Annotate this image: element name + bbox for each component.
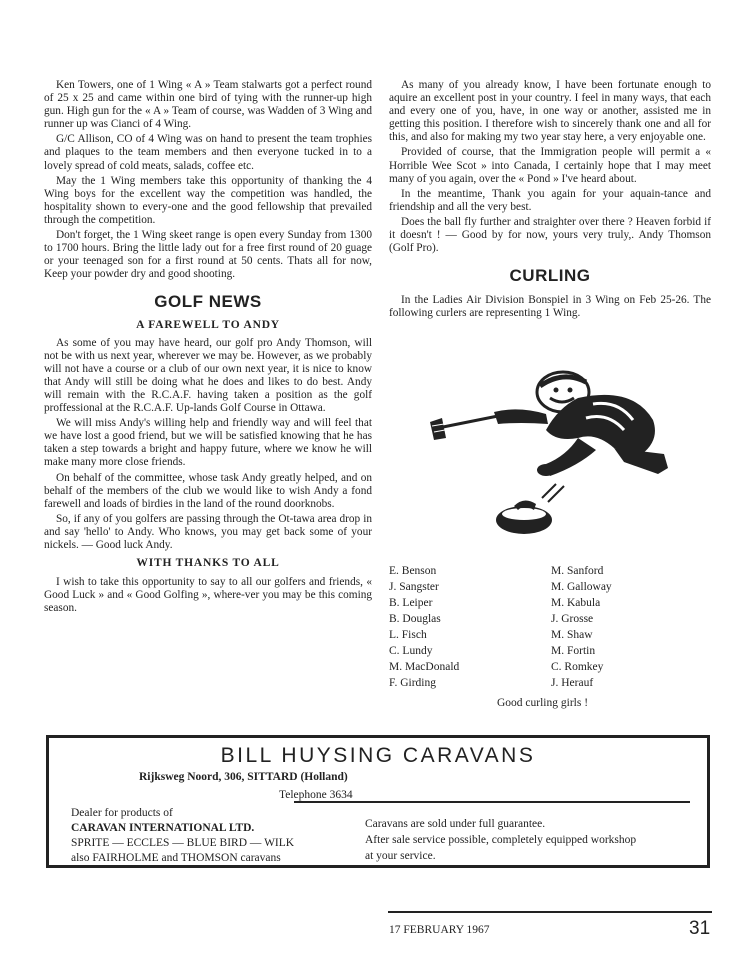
- ad-dealer-block: [71, 806, 294, 866]
- list-item: L. Fisch: [389, 629, 427, 641]
- list-item: E. Benson: [389, 565, 437, 577]
- ad-service-block: [365, 816, 636, 864]
- paragraph: Ken Towers, one of 1 Wing « A » Team stalwarts got a perfect round of 25 x 25 and came within one bird of tying with the runner-up high gun. High gun for the « A » Team of course, was Wadden of 3 Wing and runner up was Cianci of 4 Wing.: [44, 79, 372, 131]
- ad-title: BILL HUYSING CARAVANS: [220, 744, 536, 767]
- list-item: M. MacDonald: [389, 661, 460, 673]
- list-item: J. Grosse: [551, 613, 594, 625]
- list-item: M. Kabula: [551, 597, 601, 609]
- list-item: B. Douglas: [389, 613, 441, 625]
- ad-company: CARAVAN INTERNATIONAL LTD.: [71, 822, 255, 834]
- ad-guarantee: Caravans are sold under full guarantee.: [365, 818, 546, 830]
- ad-address: Rijksweg Noord, 306, SITTARD (Holland): [139, 771, 348, 783]
- footer-date: 17 FEBRUARY 1967: [389, 924, 490, 936]
- list-item: M. Fortin: [551, 645, 596, 657]
- paragraph: May the 1 Wing members take this opportunity of thanking the 4 Wing boys for the excellent way the competition was handled, the hospitality shown to every-one and the good fellowship that prevailed through the competition.: [44, 174, 372, 226]
- list-item: C. Lundy: [389, 645, 433, 657]
- curling-title: CURLING: [509, 266, 591, 286]
- paragraph: We will miss Andy's willing help and friendly way and will feel that we have lost a good friend, but we will be satisfied knowing that he has taken a step towards a bright and happy future, where we know he will make many more close friends.: [44, 417, 372, 469]
- page-number: 31: [689, 918, 711, 939]
- paragraph: Does the ball fly further and straighter over there ? Heaven forbid if it doesn't ! — Good by for now, yours very truly,. Andy Thomson (Golf Pro).: [389, 215, 711, 255]
- left-column: [44, 79, 372, 617]
- andy-letter: [389, 79, 711, 255]
- paragraph: On behalf of the committee, whose task Andy greatly helped, and on behalf of the members of the club we would like to wish Andy a fond farewell and loads of birdies in the land of the round doorknobs.: [44, 471, 372, 510]
- farewell-subtitle: A FAREWELL TO ANDY: [136, 318, 280, 331]
- ad-service-line: After sale service possible, completely equipped workshop: [365, 834, 637, 846]
- list-item: J. Sangster: [389, 581, 439, 593]
- right-column: [389, 79, 711, 323]
- divider: [294, 801, 690, 803]
- paragraph: As many of you already know, I have been fortunate enough to aquire an excellent post in your country. I feel in many ways, that each and every one of you, have, in one way or another, assisted me in getting this position. I therefore wish to sincerely thank one and all for this, and also for making my two year stay here, a very enjoyable one.: [389, 79, 711, 144]
- thanks-article: [44, 576, 372, 615]
- list-item: B. Leiper: [389, 597, 433, 609]
- curler-illustration-icon: [428, 368, 674, 546]
- ad-dealer-line: Dealer for products of: [71, 807, 173, 819]
- list-item: J. Herauf: [551, 677, 594, 689]
- list-item: C. Romkey: [551, 661, 604, 673]
- skeet-article: [44, 79, 372, 281]
- ad-models: SPRITE — ECCLES — BLUE BIRD — WILK: [71, 837, 295, 849]
- list-item: M. Shaw: [551, 629, 593, 641]
- ad-also: also FAIRHOLME and THOMSON caravans: [71, 852, 281, 864]
- paragraph: So, if any of you golfers are passing through the Ot-tawa area drop in and say 'hello' to Andy. Who knows, you may get back some of your nickels. — Good luck Andy.: [44, 512, 372, 551]
- curling-closing: Good curling girls !: [497, 697, 589, 709]
- paragraph: G/C Allison, CO of 4 Wing was on hand to present the team trophies and plaques to the team members and then everyone tucked in to a lovely spread of cold meats, salads, coffee etc.: [44, 133, 372, 172]
- paragraph: Don't forget, the 1 Wing skeet range is open every Sunday from 1300 to 1700 hours. Bring the little lady out for a free first round of 20 guage or your teenaged son for a first round at 50 cents. Thats all for now, Keep your powder dry and good shooting.: [44, 229, 372, 281]
- curling-intro: In the Ladies Air Division Bonspiel in 3 Wing on Feb 25-26. The following curlers are representing 1 Wing.: [389, 294, 711, 320]
- curlers-list-right: [551, 563, 612, 691]
- thanks-subtitle: WITH THANKS TO ALL: [136, 557, 280, 570]
- caravan-advertisement: [46, 735, 710, 868]
- paragraph: In the meantime, Thank you again for your aquain-tance and friendship and all the very best.: [389, 187, 711, 213]
- ad-service-line: at your service.: [365, 850, 436, 862]
- footer-divider: [388, 911, 712, 913]
- paragraph: As some of you may have heard, our golf pro Andy Thomson, will not be with us next year, wherever we may be. However, as we probably will not have a course or a club of our own next year, it is nice to know that Andy will still be doing what he does and likes to do best. Andy will remain with the R.C.A.F. having taken a position as the golf proffessional at the R.C.A.F. Up-lands Golf Course in Ottawa.: [44, 336, 372, 415]
- ad-telephone: Telephone 3634: [279, 789, 353, 801]
- list-item: F. Girding: [389, 677, 436, 689]
- farewell-article: [44, 337, 372, 553]
- paragraph: Provided of course, that the Immigration people will permit a « Horrible Wee Scot » into Canada, I certainly hope that I may meet many of you again, over the « Pond » I've heard about.: [389, 146, 711, 185]
- list-item: M. Sanford: [551, 565, 604, 577]
- list-item: M. Galloway: [551, 581, 612, 593]
- golf-news-title: GOLF NEWS: [154, 292, 262, 312]
- paragraph: I wish to take this opportunity to say to all our golfers and friends, « Good Luck » and « Good Golfing », where-ver you may be this coming season.: [44, 576, 372, 615]
- curlers-list-left: [389, 563, 459, 691]
